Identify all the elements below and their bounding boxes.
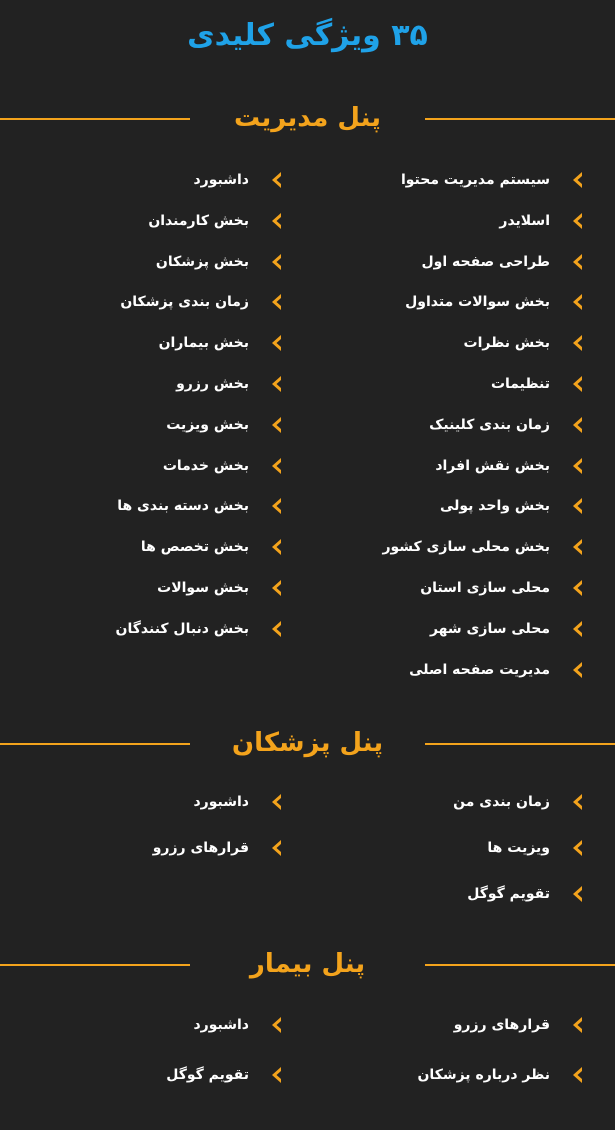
chevron-left-icon (568, 1065, 588, 1085)
chevron-left-icon (267, 252, 287, 272)
feature-item (417, 1060, 588, 1090)
feature-label: تقویم گوگل (467, 886, 550, 902)
chevron-left-icon (568, 884, 588, 904)
patient-panel-title: پنل بیمار (249, 949, 366, 979)
feature-item (401, 165, 588, 195)
feature-label: بخش ویزیت (166, 416, 249, 433)
chevron-left-icon (267, 792, 287, 812)
feature-item (491, 369, 588, 399)
feature-label: بخش دسته بندی ها (117, 498, 249, 515)
feature-label: سیستم مدیریت محتوا (400, 172, 550, 188)
feature-label: بخش تخصص ها (140, 539, 249, 556)
chevron-left-icon (267, 415, 287, 435)
feature-item (166, 1060, 287, 1090)
feature-item (117, 491, 287, 521)
feature-label: زمان بندی پزشکان (120, 294, 249, 311)
chevron-left-icon (568, 211, 588, 231)
feature-label: بخش دنبال کنندگان (115, 620, 249, 637)
feature-label: بخش سوالات (157, 580, 249, 596)
feature-label: قرارهای رزرو (453, 1017, 550, 1033)
feature-label: داشبورد (193, 794, 249, 810)
chevron-left-icon (267, 578, 287, 598)
chevron-left-icon (267, 1065, 287, 1085)
chevron-left-icon (568, 292, 588, 312)
chevron-left-icon (568, 170, 588, 190)
chevron-left-icon (568, 1015, 588, 1035)
chevron-left-icon (568, 537, 588, 557)
chevron-left-icon (568, 660, 588, 680)
feature-label: ویزیت ها (487, 840, 550, 856)
feature-item (464, 328, 588, 358)
feature-item (405, 287, 588, 317)
feature-label: نظر درباره پزشکان (417, 1067, 550, 1083)
feature-item (153, 833, 287, 863)
chevron-left-icon (267, 333, 287, 353)
feature-item (194, 1010, 288, 1040)
chevron-left-icon (568, 838, 588, 858)
feature-label: بخش کارمندان (148, 212, 249, 229)
feature-label: داشبورد (193, 172, 249, 188)
feature-label: مدیریت صفحه اصلی (409, 661, 550, 678)
chevron-left-icon (568, 415, 588, 435)
feature-label: تنظیمات (490, 376, 550, 392)
feature-label: بخش واحد پولی (439, 498, 550, 515)
chevron-left-icon (568, 619, 588, 639)
chevron-left-icon (267, 496, 287, 516)
chevron-left-icon (267, 619, 287, 639)
feature-label: بخش رزرو (176, 376, 249, 392)
feature-item (120, 287, 287, 317)
feature-label: بخش نظرات (463, 335, 550, 352)
doctor-panel-header (0, 723, 615, 763)
feature-item (454, 1010, 588, 1040)
feature-label: بخش خدمات (162, 457, 249, 474)
chevron-left-icon (267, 211, 287, 231)
patient-panel-header (0, 944, 615, 984)
page-title: ۳۵ ویژگی کلیدی (187, 18, 428, 53)
chevron-left-icon (267, 537, 287, 557)
feature-label: زمان بندی من (453, 794, 550, 810)
feature-item (435, 451, 588, 481)
feature-item (440, 491, 588, 521)
chevron-left-icon (267, 170, 287, 190)
feature-item (429, 410, 588, 440)
feature-label: بخش سوالات متداول (405, 294, 550, 311)
feature-label: داشبورد (193, 1017, 249, 1033)
chevron-left-icon (568, 252, 588, 272)
chevron-left-icon (568, 333, 588, 353)
feature-item (382, 532, 588, 562)
chevron-left-icon (568, 792, 588, 812)
feature-item (487, 833, 588, 863)
feature-item (156, 247, 287, 277)
feature-label: تقویم گوگل (166, 1067, 249, 1083)
chevron-left-icon (568, 374, 588, 394)
feature-label: اسلایدر (499, 212, 550, 229)
feature-item (163, 451, 287, 481)
chevron-left-icon (568, 496, 588, 516)
feature-item (453, 787, 588, 817)
feature-item (159, 328, 287, 358)
feature-item (141, 532, 287, 562)
feature-label: بخش نقش افراد (435, 457, 550, 474)
feature-item (166, 410, 287, 440)
feature-label: محلی سازی شهر (429, 620, 550, 637)
chevron-left-icon (267, 456, 287, 476)
feature-item (194, 787, 288, 817)
feature-label: بخش پزشکان (155, 253, 249, 270)
feature-label: بخش بیماران (158, 335, 249, 352)
feature-item (430, 614, 588, 644)
chevron-left-icon (568, 578, 588, 598)
chevron-left-icon (568, 456, 588, 476)
feature-label: محلی سازی استان (420, 580, 550, 596)
chevron-left-icon (267, 1015, 287, 1035)
feature-label: طراحی صفحه اول (421, 253, 550, 270)
feature-item (116, 614, 287, 644)
feature-item (499, 206, 588, 236)
feature-item (420, 573, 588, 603)
feature-item (409, 655, 588, 685)
feature-item (421, 247, 588, 277)
feature-label: زمان بندی کلینیک (429, 416, 550, 433)
feature-item (148, 206, 287, 236)
chevron-left-icon (267, 374, 287, 394)
doctor-panel-title: پنل پزشکان (231, 728, 384, 758)
chevron-left-icon (267, 838, 287, 858)
admin-panel-header (0, 98, 615, 138)
feature-item (194, 165, 288, 195)
admin-panel-title: پنل مدیریت (234, 103, 381, 133)
feature-item (467, 879, 588, 909)
feature-label: قرارهای رزرو (152, 840, 249, 856)
feature-item (176, 369, 287, 399)
chevron-left-icon (267, 292, 287, 312)
feature-label: بخش محلی سازی کشور (382, 539, 550, 556)
feature-item (157, 573, 287, 603)
